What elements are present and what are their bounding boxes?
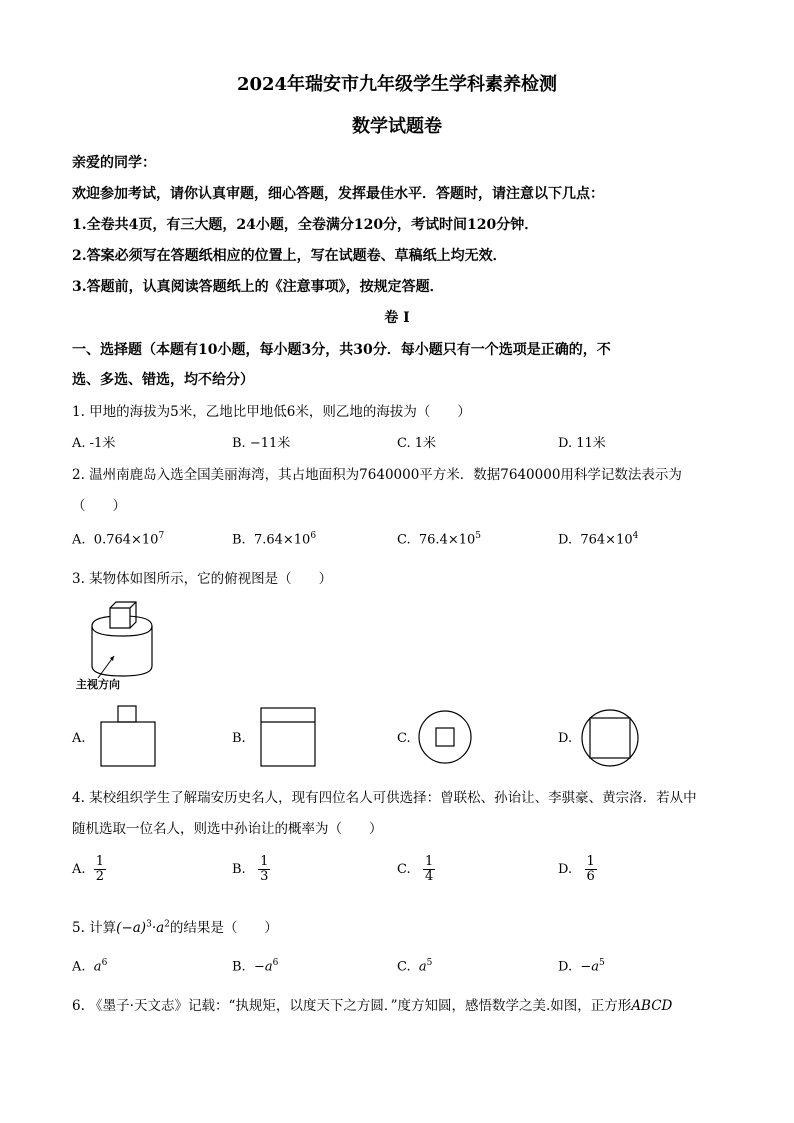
option-label: A. [72, 959, 86, 975]
sci-base: 76.4×10 [418, 532, 476, 548]
question-5 [72, 916, 278, 936]
q5-option-b [232, 958, 278, 974]
q1-option-c: C. 1米 [397, 436, 437, 451]
exam-subtitle: 数学试题卷 [352, 116, 442, 137]
q3-option-c-shape [416, 708, 474, 766]
exam-title: 2024年瑞安市九年级学生学科素养检测 [236, 74, 558, 95]
q2-option-c [397, 531, 481, 547]
power-exponent: 6 [101, 958, 108, 968]
option-label: D. [558, 862, 573, 877]
power-exponent: 6 [272, 958, 279, 968]
q2-option-b [232, 531, 316, 547]
q2-option-a [72, 531, 164, 547]
option-label: D. [558, 532, 573, 548]
q5-suffix: 的结果是（ ） [169, 920, 278, 936]
volume-label: 卷 I [384, 310, 410, 326]
q5-prefix: 5. 计算 [72, 920, 117, 936]
power-base: a [93, 959, 102, 975]
q5-option-d [558, 958, 605, 974]
fraction: $\frac{1}{2}$ [95, 854, 105, 884]
q3-figure-label: 主视方向 [76, 678, 120, 691]
option-label: D. [558, 959, 573, 975]
q5-option-c [397, 958, 432, 974]
q5-option-a [72, 958, 107, 974]
q3-option-a-shape [98, 704, 158, 768]
q1-option-a: A. -1米 [72, 436, 116, 451]
option-label: A. [72, 862, 86, 877]
note-3: 3.答题前，认真阅读答题纸上的《注意事项》，按规定答题． [72, 279, 444, 295]
q3-option-d-label: D. [558, 731, 573, 746]
question-6 [72, 994, 672, 1014]
greeting: 亲爱的同学： [72, 155, 156, 171]
sci-base: 764×10 [580, 532, 633, 548]
note-1: 1.全卷共4页，有三大题，24小题，全卷满分120分，考试时间120分钟． [72, 217, 539, 233]
option-label: C. [397, 862, 411, 877]
section-heading-2: 选、多选、错选，均不给分） [72, 372, 254, 388]
section-heading-1: 一、选择题（本题有10小题，每小题3分，共30分．每小题只有一个选项是正确的，不 [72, 342, 611, 358]
q5-expr-exp1: 3 [146, 919, 152, 930]
q3-option-b-label: B. [232, 731, 246, 746]
q5-expr-exp2: 2 [164, 919, 170, 930]
question-3: 3. 某物体如图所示，它的俯视图是（ ） [72, 571, 333, 587]
sci-base: 0.764×10 [93, 532, 159, 548]
cylinder-cube-figure [70, 598, 160, 680]
q3-option-c-label: C. [397, 731, 411, 746]
q5-expr-mid: ·a [151, 920, 165, 936]
q2-option-d [558, 531, 638, 547]
q4-option-d [558, 855, 597, 884]
option-label: C. [397, 959, 411, 975]
question-2-line2: （ ） [72, 498, 126, 514]
power-base: a [418, 959, 427, 975]
option-label: B. [232, 862, 246, 877]
q4-option-a [72, 855, 106, 884]
q3-option-d-shape [580, 708, 640, 768]
q3-option-a-label: A. [72, 731, 86, 746]
q3-option-b-shape [258, 706, 318, 768]
fraction: $\frac{1}{4}$ [425, 854, 434, 884]
question-1: 1. 甲地的海拔为5米，乙地比甲地低6米，则乙地的海拔为（ ） [72, 404, 471, 420]
q1-option-b: B. −11米 [232, 436, 291, 451]
q5-expr-base: (−a) [116, 920, 147, 936]
power-exponent: 5 [599, 958, 605, 968]
q4-option-b [232, 855, 270, 884]
option-label: B. [232, 959, 246, 975]
question-4-line1: 4. 某校组织学生了解瑞安历史名人，现有四位名人可供选择：曾联松、孙诒让、李骐豪、黄宗洛．若从中 [72, 790, 697, 806]
power-base: −a [580, 959, 600, 975]
fraction: $\frac{1}{3}$ [260, 854, 269, 884]
option-label: A. [72, 532, 86, 548]
option-label: C. [397, 532, 411, 548]
power-base: −a [253, 959, 273, 975]
q6-text: 6. 《墨子·天文志》记载：“执规矩，以度天下之方圆．”度方知圆，感悟数学之美.如图，正方形 [72, 998, 632, 1014]
sci-exponent: 4 [632, 531, 639, 541]
power-exponent: 5 [426, 958, 433, 968]
q6-square-name: ABCD [631, 998, 673, 1014]
q4-option-c [397, 855, 435, 884]
sci-exponent: 6 [310, 531, 317, 541]
sci-exponent: 7 [158, 531, 165, 541]
q1-option-d: D. 11米 [558, 436, 606, 451]
question-4-line2: 随机选取一位名人，则选中孙诒让的概率为（ ） [72, 821, 383, 837]
sci-exponent: 5 [475, 531, 482, 541]
fraction: $\frac{1}{6}$ [586, 854, 595, 884]
question-2-line1: 2. 温州南鹿岛入选全国美丽海湾，其占地面积为7640000平方米．数据7640000用科学记数法表示为 [72, 467, 682, 483]
sci-base: 7.64×10 [253, 532, 311, 548]
option-label: B. [232, 532, 246, 548]
welcome-text: 欢迎参加考试，请你认真审题，细心答题，发挥最佳水平．答题时，请注意以下几点： [72, 186, 604, 202]
note-2: 2.答案必须写在答题纸相应的位置上，写在试题卷、草稿纸上均无效． [72, 248, 507, 264]
